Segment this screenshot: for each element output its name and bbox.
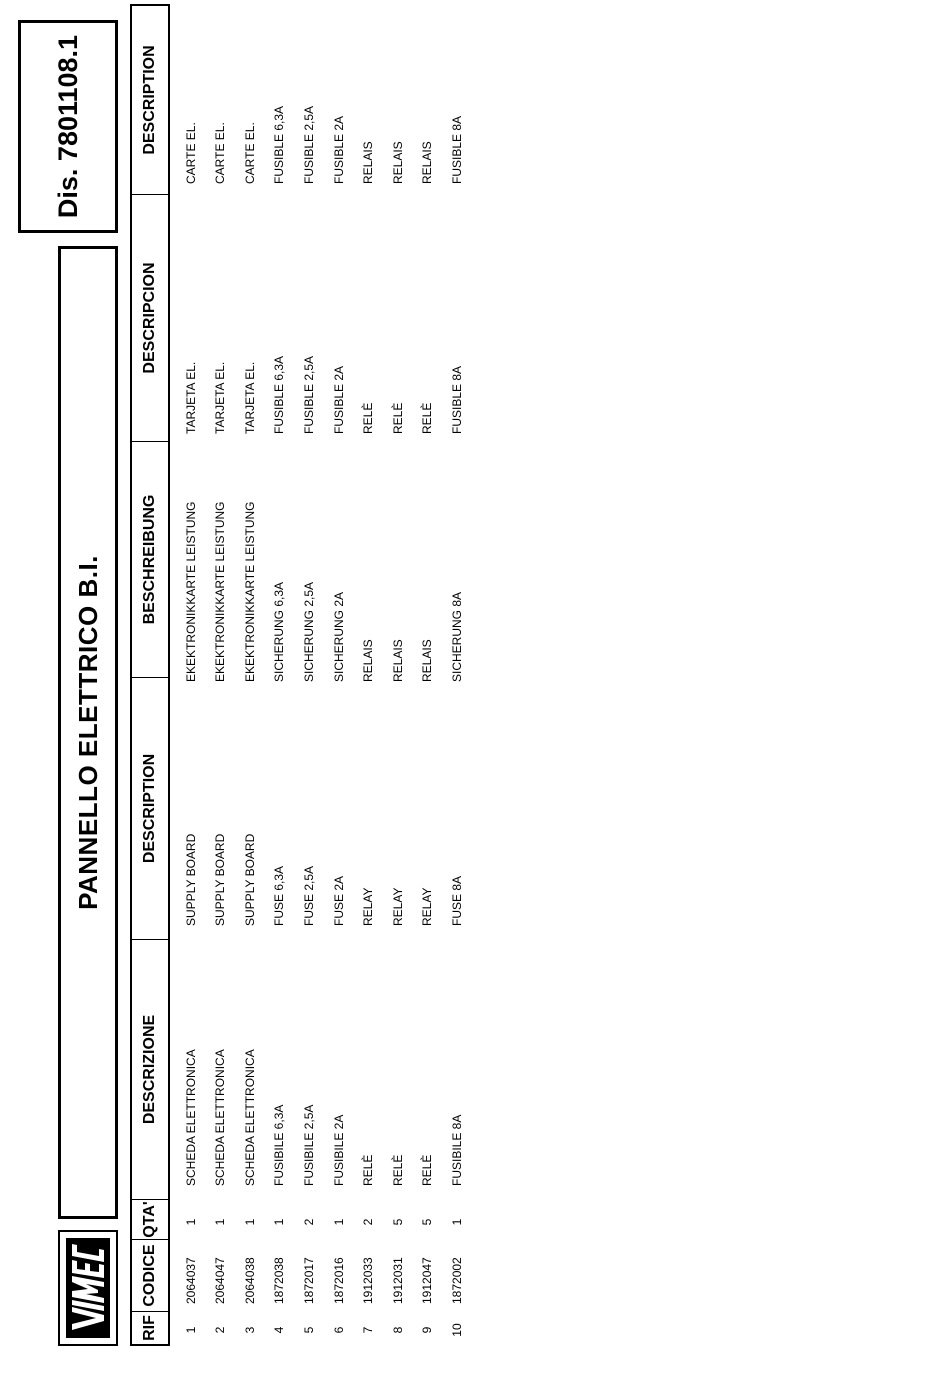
table-row — [413, 4, 442, 1346]
table-row — [235, 4, 264, 1346]
cell-descripcion: FUSIBLE 2,5A — [301, 355, 316, 434]
cell-codice: 2064038 — [242, 1257, 257, 1304]
column-header-descrizione: DESCRIZIONE — [132, 940, 168, 1200]
cell-description-fr: RELAIS — [361, 141, 376, 184]
column-header-beschreibung: BESCHREIBUNG — [132, 442, 168, 678]
cell-qta: 2 — [361, 1218, 376, 1226]
cell-descripcion: FUSIBLE 8A — [449, 365, 464, 434]
table-row — [294, 4, 323, 1346]
column-header-rif: RIF — [141, 1315, 158, 1341]
cell-descripcion: RELÈ — [420, 402, 435, 434]
cell-description-en: SUPPLY BOARD — [213, 833, 228, 926]
page-title: PANNELLO ELETTRICO B.I. — [72, 555, 103, 910]
column-header-description-fr: DESCRIPTION — [132, 6, 168, 195]
cell-rif: 6 — [331, 1326, 346, 1334]
cell-descripcion: TARJETA EL. — [242, 361, 257, 434]
cell-descripcion: RELÈ — [361, 402, 376, 434]
cell-descrizione: SCHEDA ELETTRONICA — [242, 1049, 257, 1186]
table-row — [206, 4, 235, 1346]
cell-codice: 1912047 — [420, 1257, 435, 1304]
table-header — [130, 4, 170, 1346]
cell-beschreibung: RELAIS — [420, 639, 435, 682]
cell-description-fr: RELAIS — [390, 141, 405, 184]
cell-qta: 1 — [272, 1218, 287, 1226]
cell-descrizione: SCHEDA ELETTRONICA — [213, 1049, 228, 1186]
column-header-descripcion: DESCRIPCION — [132, 195, 168, 442]
cell-qta: 1 — [213, 1218, 228, 1226]
cell-beschreibung: EKEKTRONIKKARTE LEISTUNG — [183, 501, 198, 682]
cell-codice: 1912031 — [390, 1257, 405, 1304]
cell-description-en: FUSE 6,3A — [272, 865, 287, 926]
cell-codice: 1872002 — [449, 1257, 464, 1304]
column-header-description-en: DESCRIPTION — [132, 678, 168, 940]
cell-qta: 1 — [449, 1218, 464, 1226]
table-row — [265, 4, 294, 1346]
cell-rif: 2 — [213, 1326, 228, 1334]
cell-descrizione: FUSIBILE 2A — [331, 1114, 346, 1186]
cell-descripcion: TARJETA EL. — [183, 361, 198, 434]
cell-rif: 8 — [390, 1326, 405, 1334]
cell-beschreibung: SICHERUNG 6,3A — [272, 581, 287, 682]
cell-description-fr: FUSIBLE 2,5A — [301, 105, 316, 184]
drawing-code-box — [18, 20, 118, 233]
title-box — [58, 246, 118, 1219]
cell-descrizione: RELÈ — [420, 1154, 435, 1186]
cell-rif: 9 — [420, 1326, 435, 1334]
cell-rif: 4 — [272, 1326, 287, 1334]
cell-descripcion: RELÈ — [390, 402, 405, 434]
cell-description-en: FUSE 8A — [449, 875, 464, 926]
cell-rif: 5 — [301, 1326, 316, 1334]
cell-rif: 10 — [449, 1323, 464, 1337]
cell-descrizione: RELÈ — [390, 1154, 405, 1186]
cell-beschreibung: RELAIS — [390, 639, 405, 682]
cell-beschreibung: EKEKTRONIKKARTE LEISTUNG — [242, 501, 257, 682]
cell-qta: 1 — [183, 1218, 198, 1226]
cell-description-fr: FUSIBLE 8A — [449, 115, 464, 184]
table-row — [324, 4, 353, 1346]
column-header-codice: CODICE — [132, 1240, 168, 1312]
cell-rif: 7 — [361, 1326, 376, 1334]
cell-description-fr: CARTE EL. — [213, 122, 228, 184]
cell-description-fr: CARTE EL. — [242, 122, 257, 184]
cell-beschreibung: EKEKTRONIKKARTE LEISTUNG — [213, 501, 228, 682]
cell-descrizione: FUSIBILE 8A — [449, 1114, 464, 1186]
cell-beschreibung: RELAIS — [361, 639, 376, 682]
cell-descrizione: SCHEDA ELETTRONICA — [183, 1049, 198, 1186]
cell-codice: 1872016 — [331, 1257, 346, 1304]
cell-description-en: RELAY — [420, 887, 435, 926]
cell-beschreibung: SICHERUNG 2A — [331, 591, 346, 682]
cell-description-en: RELAY — [361, 887, 376, 926]
cell-description-fr: FUSIBLE 6,3A — [272, 105, 287, 184]
cell-codice: 2064047 — [213, 1257, 228, 1304]
cell-codice: 2064037 — [183, 1257, 198, 1304]
table-row — [383, 4, 412, 1346]
cell-qta: 2 — [301, 1218, 316, 1226]
table-row — [176, 4, 205, 1346]
cell-description-en: SUPPLY BOARD — [242, 833, 257, 926]
cell-description-en: FUSE 2,5A — [301, 865, 316, 926]
table-row — [354, 4, 383, 1346]
table-row — [442, 4, 471, 1346]
cell-description-fr: FUSIBLE 2A — [331, 115, 346, 184]
cell-codice: 1872017 — [301, 1257, 316, 1304]
vimec-logo-icon — [66, 1238, 110, 1338]
cell-description-en: FUSE 2A — [331, 875, 346, 926]
cell-qta: 5 — [390, 1218, 405, 1226]
cell-qta: 5 — [420, 1218, 435, 1226]
cell-qta: 1 — [242, 1218, 257, 1226]
cell-description-fr: CARTE EL. — [183, 122, 198, 184]
drawing-code: Dis. 7801108.1 — [52, 34, 83, 219]
cell-codice: 1872038 — [272, 1257, 287, 1304]
cell-qta: 1 — [331, 1218, 346, 1226]
cell-codice: 1912033 — [361, 1257, 376, 1304]
cell-rif: 3 — [242, 1326, 257, 1334]
cell-description-en: RELAY — [390, 887, 405, 926]
column-header-qta: QTA' — [132, 1200, 168, 1240]
cell-descrizione: RELÈ — [361, 1154, 376, 1186]
cell-description-en: SUPPLY BOARD — [183, 833, 198, 926]
cell-beschreibung: SICHERUNG 2,5A — [301, 581, 316, 682]
company-logo — [58, 1230, 118, 1346]
cell-descripcion: FUSIBLE 6,3A — [272, 355, 287, 434]
cell-descripcion: FUSIBLE 2A — [331, 365, 346, 434]
cell-description-fr: RELAIS — [420, 141, 435, 184]
cell-beschreibung: SICHERUNG 8A — [449, 591, 464, 682]
cell-descrizione: FUSIBILE 6,3A — [272, 1104, 287, 1186]
cell-descripcion: TARJETA EL. — [213, 361, 228, 434]
cell-descrizione: FUSIBILE 2,5A — [301, 1104, 316, 1186]
cell-rif: 1 — [183, 1326, 198, 1334]
